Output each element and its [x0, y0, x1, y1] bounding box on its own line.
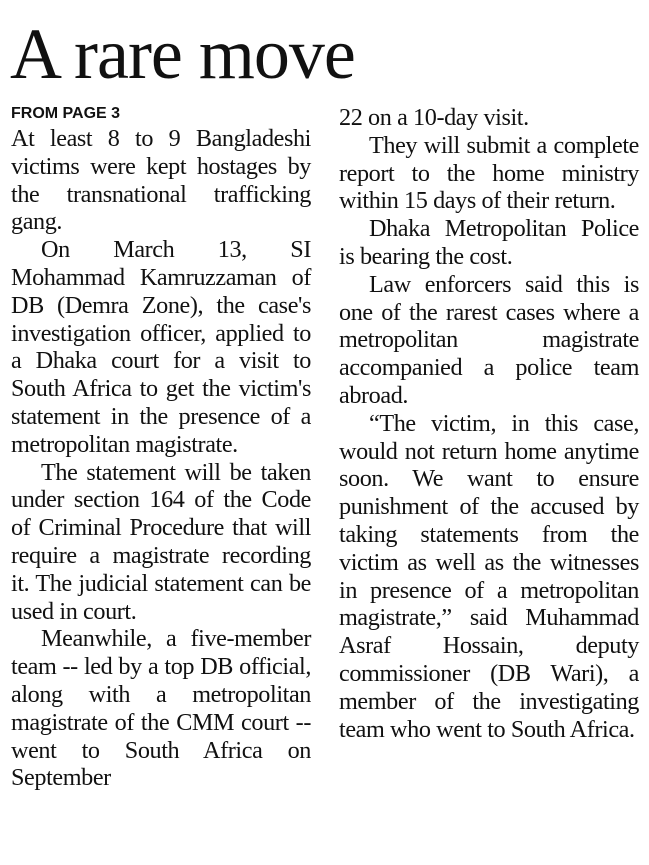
- right-column: [339, 104, 639, 743]
- paragraph: On March 13, SI Mohammad Kamruzzaman of DB (Demra Zone), the case's investigation officer, applied to a Dhaka court for a visit to South Africa to get the victim's statement in the presence of a metropolitan magistrate.: [11, 236, 311, 458]
- left-column: [11, 104, 311, 792]
- kicker: FROM PAGE 3: [11, 105, 121, 122]
- paragraph: 22 on a 10-day visit.: [339, 104, 529, 131]
- paragraph: Law enforcers said this is one of the rarest cases where a metropolitan magistrate accompanied a police team abroad.: [339, 270, 639, 409]
- paragraph: Dhaka Metropolitan Police is bearing the cost.: [339, 215, 639, 270]
- paragraph: They will submit a complete report to the home ministry within 15 days of their return.: [339, 131, 639, 215]
- paragraph: “The victim, in this case, would not return home anytime soon. We want to ensure punishment of the accused by taking statements from the victim as well as the witnesses in presence of a metropolitan magistrate,” said Muhammad Asraf Hossain, deputy commissioner (DB Wari), a member of the investigating team who went to South Africa.: [339, 409, 639, 743]
- headline: A rare move: [10, 14, 355, 94]
- paragraph: Meanwhile, a five-member team -- led by a top DB official, along with a metropolitan magistrate of the CMM court -- went to South Africa on September: [11, 625, 311, 792]
- paragraph: At least 8 to 9 Bangladeshi victims were kept hostages by the transnational trafficking gang.: [11, 125, 311, 236]
- paragraph: The statement will be taken under section 164 of the Code of Criminal Procedure that will require a magistrate recording it. The judicial statement can be used in court.: [11, 458, 311, 625]
